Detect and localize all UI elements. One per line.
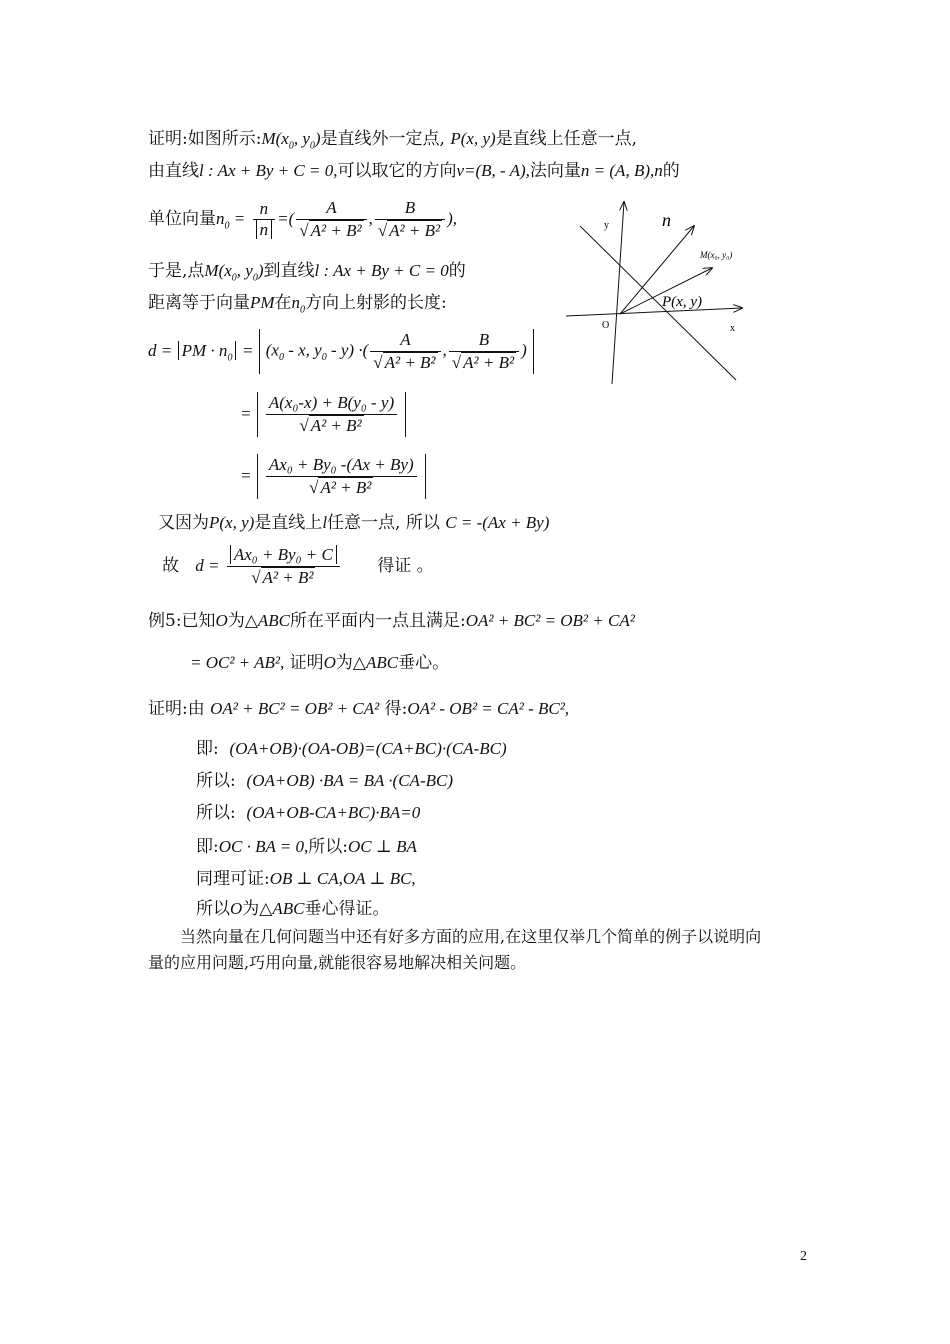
math: (OA+OB) ·BA = BA ·(CA-BC) xyxy=(246,771,453,790)
denominator-text: n xyxy=(256,220,273,239)
math: = xyxy=(240,404,252,423)
numerator: n xyxy=(259,199,269,218)
math: = xyxy=(241,341,254,360)
math: = OC² + AB², xyxy=(190,653,285,672)
text: 是直线上任意一点, xyxy=(495,129,638,149)
text: 是直线上 xyxy=(254,513,323,533)
text: 到直线 xyxy=(263,261,315,281)
math: l : Ax + By + C = 0 xyxy=(314,261,449,280)
text: 方向上射影的长度: xyxy=(305,293,447,313)
example5-line-2 xyxy=(190,652,449,674)
denominator: √ A² + B² xyxy=(266,414,397,437)
numerator: B xyxy=(404,198,416,217)
radicand: A² + B² xyxy=(320,478,372,497)
text: 距离等于向量 xyxy=(148,293,250,313)
n-label: n xyxy=(662,210,671,230)
fraction xyxy=(449,329,519,374)
text: 即: xyxy=(196,739,219,759)
proof-line-2 xyxy=(148,160,680,182)
math: C = -(Ax + By) xyxy=(445,513,550,532)
proof-line-8 xyxy=(240,448,426,504)
example5-line-1 xyxy=(148,610,635,632)
math: (OA+OB)·(OA-OB)=(CA+BC)·(CA-BC) xyxy=(229,739,507,758)
text: 所以 xyxy=(405,513,440,533)
numerator: Ax₀ + By₀ -(Ax + By) xyxy=(268,455,414,474)
math: OC · BA = 0, xyxy=(218,837,309,856)
x-axis xyxy=(566,308,742,316)
text: 又因为 xyxy=(158,513,209,533)
radicand: A² + B² xyxy=(310,416,362,435)
solution-line-7 xyxy=(196,898,389,920)
math: O xyxy=(230,899,243,918)
math: v=(B, - A), xyxy=(456,161,530,180)
math-sub: 0 xyxy=(309,140,315,152)
p-label: P(x, y) xyxy=(662,294,702,310)
solution-line-5 xyxy=(196,836,417,858)
conclusion-line-1: 当然向量在几何问题当中还有好多方面的应用,在这里仅举几个简单的例子以说明向 xyxy=(180,927,762,946)
text: 证明:如图所示: xyxy=(148,129,262,149)
math: P(x, y) xyxy=(450,129,496,148)
text: 同理可证: xyxy=(196,869,270,889)
math: OA² - OB² = CA² - BC², xyxy=(407,699,570,718)
math-sub: 0 xyxy=(252,272,258,284)
math: n xyxy=(291,293,301,312)
math-sub: 0 xyxy=(288,140,294,152)
text: 证明 xyxy=(289,653,324,673)
math: - y) ·( xyxy=(326,340,369,360)
text: 是直线外一定点, xyxy=(320,129,445,149)
fraction xyxy=(227,544,340,589)
math: , y xyxy=(293,129,310,148)
math-sub: 0 xyxy=(227,352,233,364)
math: △ABC xyxy=(352,653,399,672)
proof-line-5 xyxy=(148,292,447,321)
math: OB ⊥ CA,OA ⊥ BC, xyxy=(269,869,416,888)
text: 所以: xyxy=(196,771,236,791)
text: 所以: xyxy=(308,837,349,857)
math: △ABC xyxy=(244,611,291,630)
m-label: M(x₀, y₀) xyxy=(700,250,733,260)
abs-value xyxy=(257,392,406,437)
math: , xyxy=(368,209,373,228)
text: 可以取它的方向 xyxy=(337,161,457,181)
math: PM xyxy=(250,293,275,312)
math: ) xyxy=(521,340,527,360)
solution-line-4 xyxy=(196,802,420,824)
math: =( xyxy=(277,209,295,228)
denominator: √ A² + B² xyxy=(266,476,417,499)
text: 得证 。 xyxy=(377,556,434,576)
text: 的 xyxy=(662,161,680,181)
text: 所以 xyxy=(196,899,230,919)
math: M(x xyxy=(204,261,232,280)
text: 故 xyxy=(162,556,179,576)
math: OA² + BC² = OB² + CA² xyxy=(210,699,380,718)
fraction xyxy=(253,199,276,240)
math: ) xyxy=(257,261,264,280)
fraction xyxy=(296,197,366,242)
text: 为 xyxy=(242,899,260,919)
solution-line-3 xyxy=(196,770,453,792)
y-axis xyxy=(612,202,624,384)
math: △ABC xyxy=(259,899,305,918)
text: 于是,点 xyxy=(148,261,205,281)
numerator: A(x₀-x) + B(y₀ - y) xyxy=(268,393,395,412)
math: ) xyxy=(314,129,321,148)
text: 单位向量 xyxy=(148,209,216,229)
math: ), xyxy=(447,209,458,228)
radicand: A² + B² xyxy=(310,221,362,240)
proof-line-4 xyxy=(148,260,466,289)
abs-value xyxy=(259,329,534,374)
denominator: √ A² + B² xyxy=(296,219,366,242)
denominator: √ A² + B² xyxy=(370,351,440,374)
text: 所以: xyxy=(196,803,236,823)
proof-line-7 xyxy=(240,388,406,440)
text: 垂心。 xyxy=(398,653,450,673)
origin-label: O xyxy=(602,320,610,331)
radicand: A² + B² xyxy=(463,353,515,372)
math: d = xyxy=(195,556,220,575)
text: 任意一点, xyxy=(327,513,401,533)
proof-line-9 xyxy=(158,512,549,534)
math: l : Ax + By + C = 0, xyxy=(199,161,338,180)
text: 法向量 xyxy=(529,161,581,181)
math: O xyxy=(215,611,228,630)
page-number: 2 xyxy=(800,1249,807,1264)
radicand: A² + B² xyxy=(384,353,436,372)
numerator xyxy=(227,544,340,566)
text: 证明:由 xyxy=(148,699,205,719)
math: - x, y xyxy=(283,340,322,360)
math: (OA+OB-CA+BC)·BA=0 xyxy=(246,803,421,822)
abs-value xyxy=(257,454,426,499)
math: (x xyxy=(265,340,279,360)
numerator: A xyxy=(400,330,411,349)
text: 为 xyxy=(335,653,353,673)
fraction xyxy=(266,454,417,499)
math: = xyxy=(240,466,252,485)
math: OA² + BC² = OB² + CA² xyxy=(465,611,635,630)
denominator: √ A² + B² xyxy=(375,219,445,242)
math-sub: 0 xyxy=(321,351,327,363)
text: 在 xyxy=(274,293,292,313)
abs-value xyxy=(178,341,237,364)
math: PM · n xyxy=(181,341,228,360)
text: 即: xyxy=(196,837,219,857)
fraction xyxy=(266,392,397,437)
numerator: A xyxy=(326,198,337,217)
fraction xyxy=(370,329,440,374)
text: 所在平面内一点且满足: xyxy=(290,611,466,631)
text: 的 xyxy=(448,261,466,281)
radicand: A² + B² xyxy=(262,568,314,587)
math: n = (A, B),n xyxy=(580,161,663,180)
proof-line-1 xyxy=(148,128,637,157)
text: 为 xyxy=(227,611,245,631)
proof-line-10 xyxy=(162,540,434,592)
text: 垂心得证。 xyxy=(304,899,390,919)
math: , y xyxy=(236,261,253,280)
math: M(x xyxy=(261,129,289,148)
proof-line-6 xyxy=(148,326,534,383)
solution-line-6 xyxy=(196,868,416,890)
math-sub: 0 xyxy=(224,220,230,232)
math: , xyxy=(442,340,447,360)
math-sub: 0 xyxy=(231,272,237,284)
math: l xyxy=(322,513,328,532)
math: O xyxy=(323,653,336,672)
math: n xyxy=(216,209,225,228)
y-label: y xyxy=(604,220,609,231)
fraction xyxy=(375,197,445,242)
geometry-figure xyxy=(560,196,750,386)
radicand: A² + B² xyxy=(389,221,441,240)
numerator: B xyxy=(478,330,490,349)
denominator: √ A² + B² xyxy=(449,351,519,374)
denominator: √ A² + B² xyxy=(227,566,340,589)
x-label: x xyxy=(730,323,735,334)
proof-line-3 xyxy=(148,196,457,249)
text: 得: xyxy=(384,699,408,719)
conclusion-line-2: 量的应用问题,巧用向量,就能很容易地解决相关问题。 xyxy=(148,953,527,972)
solution-line-1 xyxy=(148,698,569,720)
math-sub: 0 xyxy=(278,351,284,363)
math: OC ⊥ BA xyxy=(348,837,417,856)
text: 例5:已知 xyxy=(148,611,216,631)
math: d = xyxy=(148,341,173,360)
math: P(x, y) xyxy=(209,513,255,532)
numerator-text: Ax₀ + By₀ + C xyxy=(230,545,337,564)
math: = xyxy=(229,209,246,228)
denominator xyxy=(253,219,276,240)
text: 由直线 xyxy=(148,161,199,181)
math-sub: 0 xyxy=(300,304,306,316)
solution-line-2 xyxy=(196,738,507,760)
